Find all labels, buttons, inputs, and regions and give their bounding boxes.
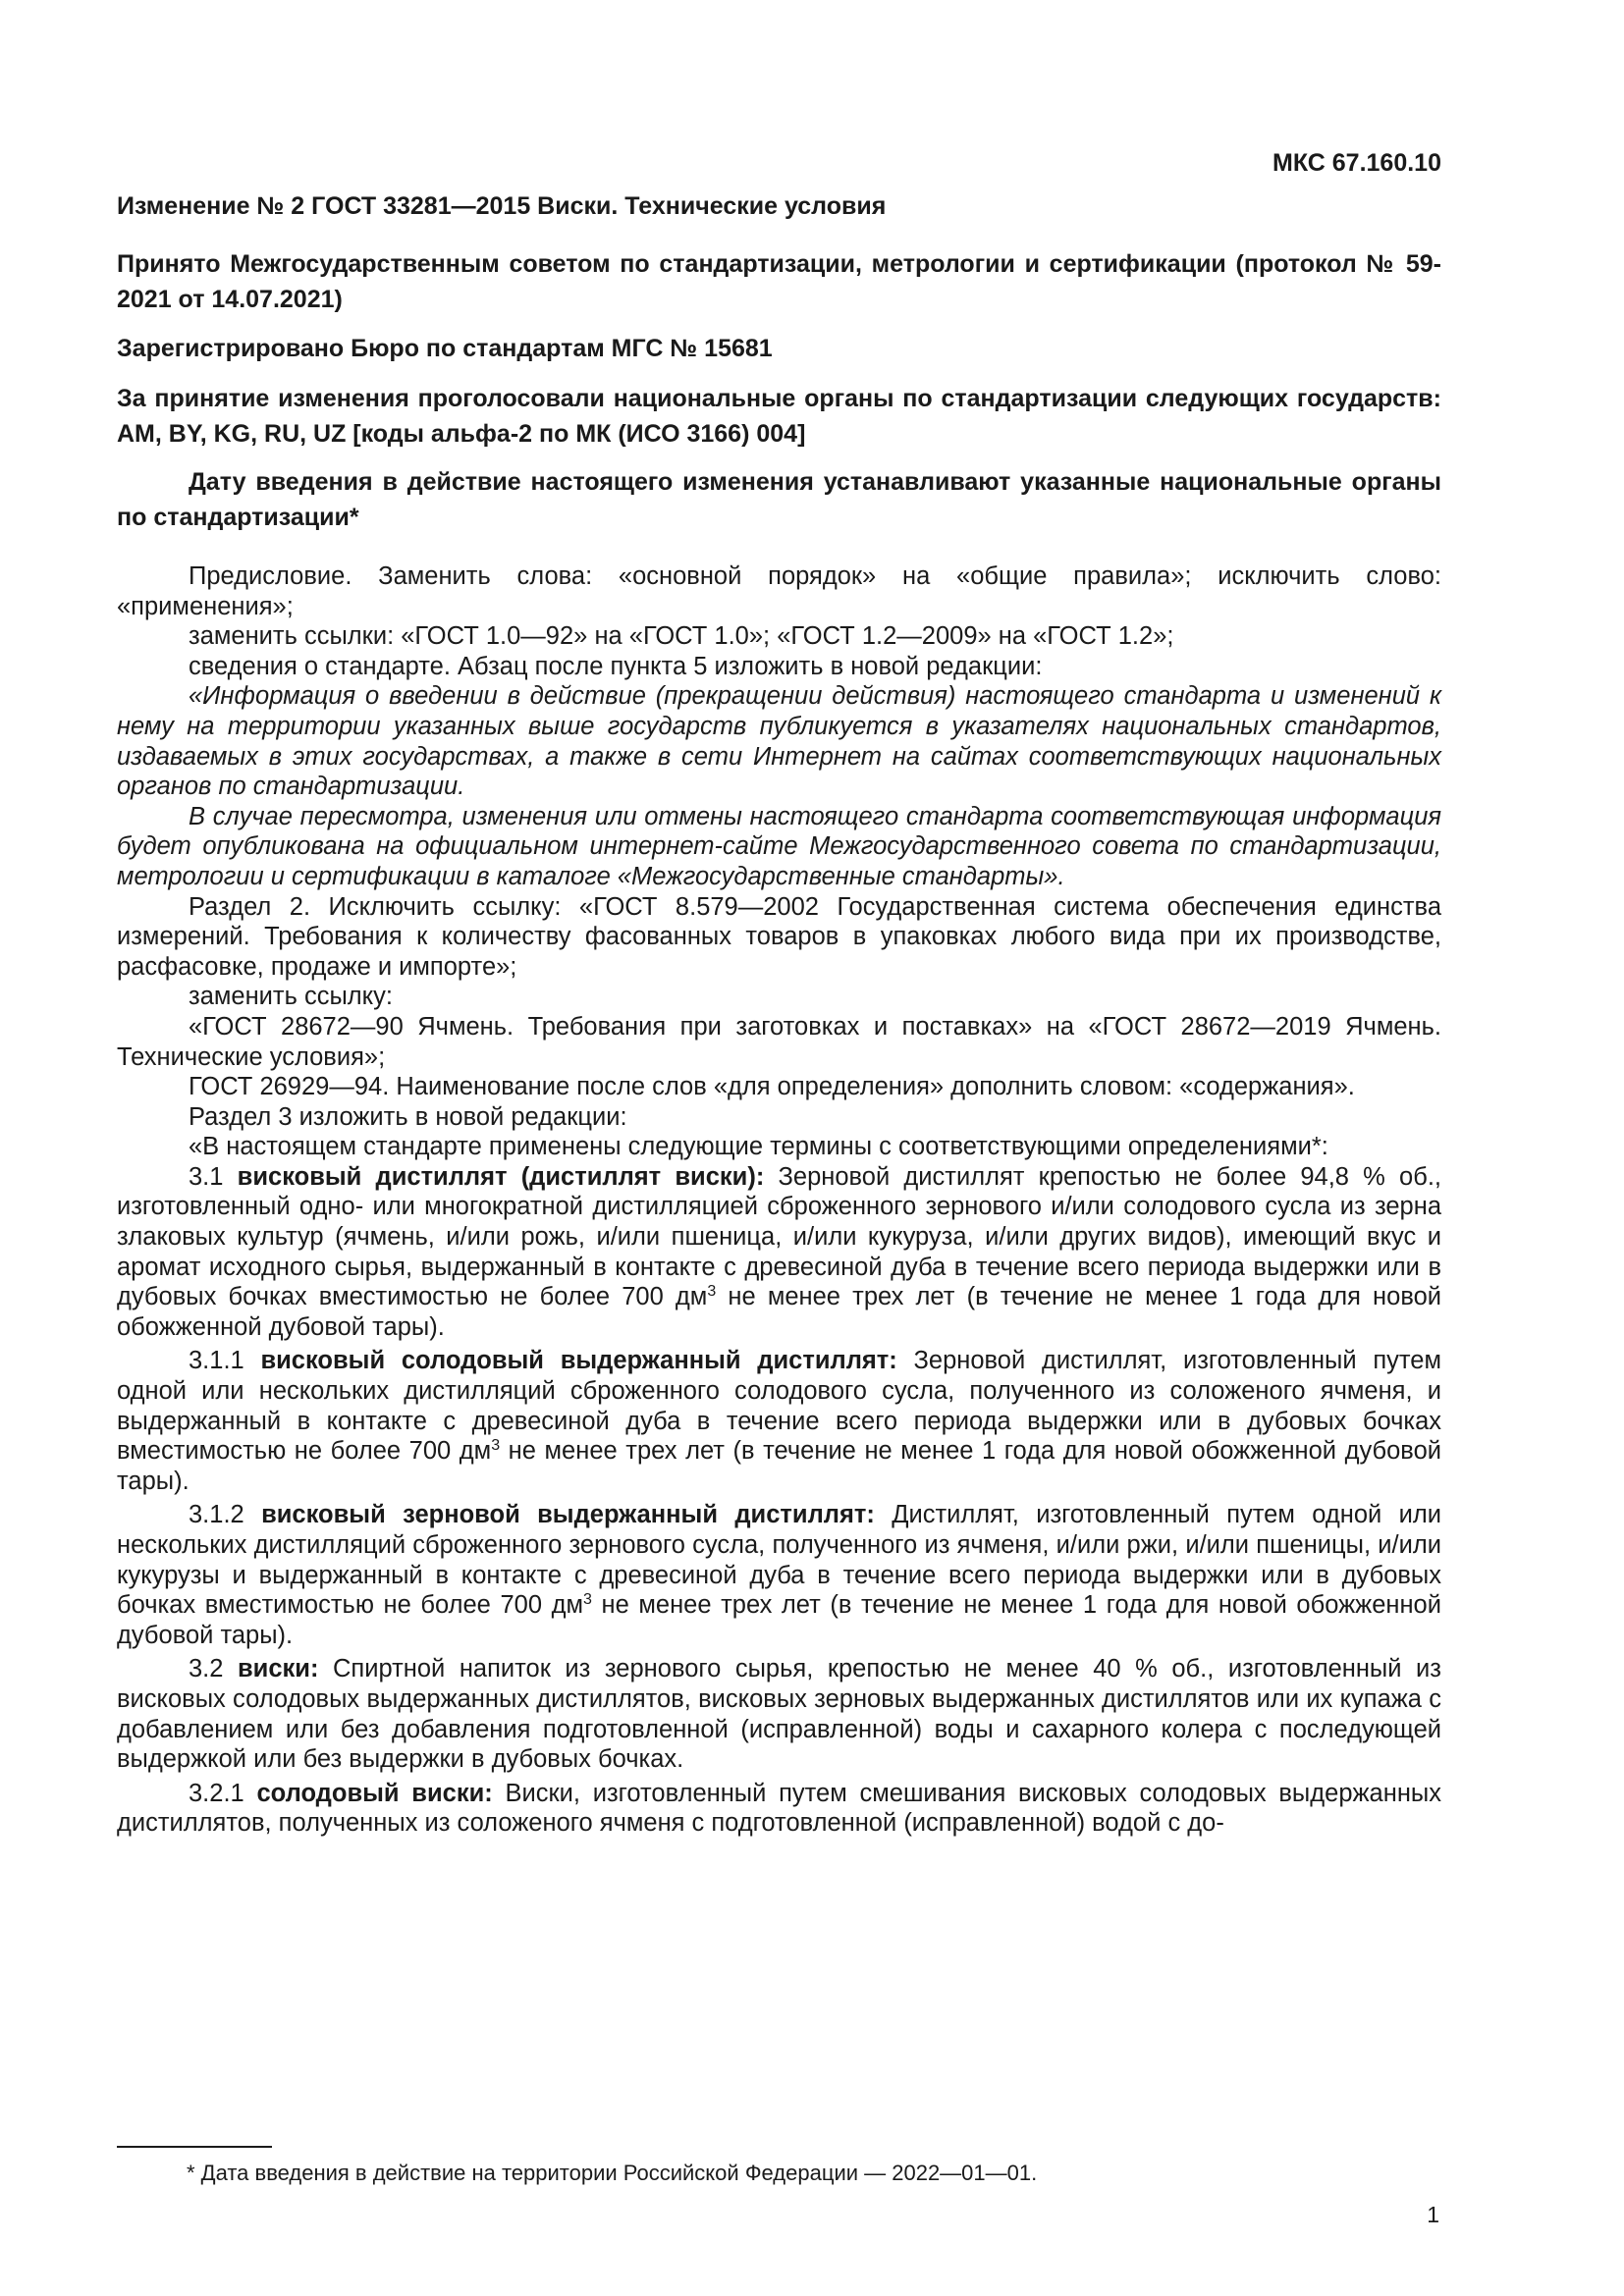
term-text-tail: не менее трех лет (в течение не менее 1 года для новой обожженной дубовой тары).: [117, 1591, 1441, 1649]
term-name: солодовый виски:: [256, 1779, 493, 1807]
term-text-tail: не менее трех лет (в течение не менее 1 года для новой обожженной дубовой тары).: [117, 1283, 1442, 1341]
term-text: Дистиллят, изготовленный путем одной или нескольких дистилляций сброженного зернового сусла, полученного из ячменя, и/или ржи, и/или пшеницы, и/или кукурузы и выдержанный в контакте с древесиной дуба в течение всего периода выдержки или в дубовых бочках вместимостью не более 700 дм: [117, 1501, 1441, 1620]
term-name: виски:: [238, 1655, 319, 1683]
document-body: [117, 561, 1441, 1839]
term-number: 3.1: [189, 1162, 238, 1191]
paragraph: заменить ссылку:: [189, 983, 393, 1011]
term-definition: [117, 1346, 1441, 1496]
italic-text: «Информация о введении в действие (прекращении действия) настоящего стандарта и изменений к нему на территории указанных выше государств публикуется в указателях национальных стандартов, издаваемых в этих государствах, а также в сети Интернет на сайтах соответствующих национальных органов по стандартизации.: [117, 682, 1441, 801]
term-text: Спиртной напиток из зернового сырья, крепостью не менее 40 % об., изготовленный из висковых солодовых выдержанных дистиллятов, висковых зерновых выдержанных дистиллятов или их купажа с добавлением или без добавления подготовленной (исправленной) воды и сахарного колера с последующей выдержкой или без выдержки в дубовых бочках.: [117, 1655, 1441, 1774]
term-number: 3.1.1: [189, 1347, 261, 1375]
term-definition: [117, 1654, 1441, 1774]
term-number: 3.1.2: [189, 1501, 262, 1529]
paragraph: Раздел 3 изложить в новой редакции:: [189, 1102, 627, 1131]
effective-date-statement: Дату введения в действие настоящего изменения устанавливают указанные национальные органы по стандартизации*: [117, 468, 1441, 531]
term-name: висковый зерновой выдержанный дистиллят:: [261, 1501, 875, 1529]
paragraph: «В настоящем стандарте применены следующие термины с соответствующими определениями*:: [189, 1133, 1328, 1161]
amendment-title: Изменение № 2 ГОСТ 33281—2015 Виски. Технические условия: [117, 192, 887, 220]
term-text-tail: не менее трех лет (в течение не менее 1 года для новой обожженной дубовой тары).: [117, 1437, 1441, 1495]
paragraph: Раздел 2. Исключить ссылку: «ГОСТ 8.579—2002 Государственная система обеспечения единства измерений. Требования к количеству фасованных товаров в упаковках любого вида при их производстве, расфасовке, продаже и импорте»;: [117, 892, 1441, 981]
term-text: Зерновой дистиллят крепостью не более 94,8 % об., изготовленный одно- или многократной дистилляцией сброженного зернового и/или солодового сусла из зерна злаковых культур (ячмень, и/или рожь, и/или пшеница, и/или кукуруза, и/или других видов), имеющий вкус и аромат исходного сырья, выдержанный в контакте с древесиной дуба в течение всего периода выдержки или в дубовых бочках вместимостью не более 700 дм: [117, 1162, 1441, 1311]
term-definition: [117, 1162, 1441, 1343]
paragraph: ГОСТ 26929—94. Наименование после слов «для определения» дополнить словом: «содержания».: [189, 1073, 1355, 1101]
quoted-paragraph: [117, 802, 1441, 892]
classification-code: МКС 67.160.10: [1272, 149, 1441, 177]
superscript: 3: [583, 1591, 592, 1609]
quoted-paragraph: [117, 681, 1441, 801]
term-definition: [117, 1500, 1441, 1650]
footnote-separator: [117, 2146, 272, 2148]
superscript: 3: [707, 1283, 717, 1301]
footnote: * Дата введения в действие на территории Российской Федерации — 2022—01—01.: [187, 2161, 1038, 2185]
superscript: 3: [491, 1437, 501, 1455]
term-name: висковый солодовый выдержанный дистиллят:: [260, 1347, 897, 1375]
paragraph: Предисловие. Заменить слова: «основной порядок» на «общие правила»; исключить слово: «применения»;: [117, 562, 1441, 620]
page-number: 1: [1427, 2202, 1439, 2227]
italic-text: В случае пересмотра, изменения или отмены настоящего стандарта соответствующая информация будет опубликована на официальном интернет-сайте Межгосударственного совета по стандартизации, метрологии и сертификации в каталоге «Межгосударственные стандарты».: [117, 802, 1441, 890]
paragraph: «ГОСТ 28672—90 Ячмень. Требования при заготовках и поставках» на «ГОСТ 28672—2019 Ячмень. Технические условия»;: [117, 1012, 1441, 1071]
paragraph: сведения о стандарте. Абзац после пункта 5 изложить в новой редакции:: [189, 652, 1043, 680]
term-name: висковый дистиллят (дистиллят виски):: [237, 1162, 765, 1191]
term-number: 3.2: [189, 1655, 238, 1683]
paragraph: заменить ссылки: «ГОСТ 1.0—92» на «ГОСТ 1.0»; «ГОСТ 1.2—2009» на «ГОСТ 1.2»;: [189, 622, 1174, 651]
term-number: 3.2.1: [189, 1779, 257, 1807]
voting-statement: За принятие изменения проголосовали национальные органы по стандартизации следующих государств: AM, BY, KG, RU, UZ [коды альфа-2 по МК (ИСО 3166) 004]: [117, 385, 1441, 448]
term-definition: [117, 1779, 1441, 1839]
registration-statement: Зарегистрировано Бюро по стандартам МГС № 15681: [117, 335, 773, 362]
term-text: Виски, изготовленный путем смешивания висковых солодовых выдержанных дистиллятов, полученных из соложеного ячменя с подготовленной (исправленной) водой с до-: [117, 1779, 1441, 1838]
adopted-by-statement: Принято Межгосударственным советом по стандартизации, метрологии и сертификации (протокол № 59-2021 от 14.07.2021): [117, 250, 1441, 313]
term-text: Зерновой дистиллят, изготовленный путем одной или нескольких дистилляций сброженного солодового сусла, полученного из соложеного ячменя, и выдержанный в контакте с древесиной дуба в течение всего периода выдержки или в дубовых бочках вместимостью не более 700 дм: [117, 1347, 1441, 1466]
